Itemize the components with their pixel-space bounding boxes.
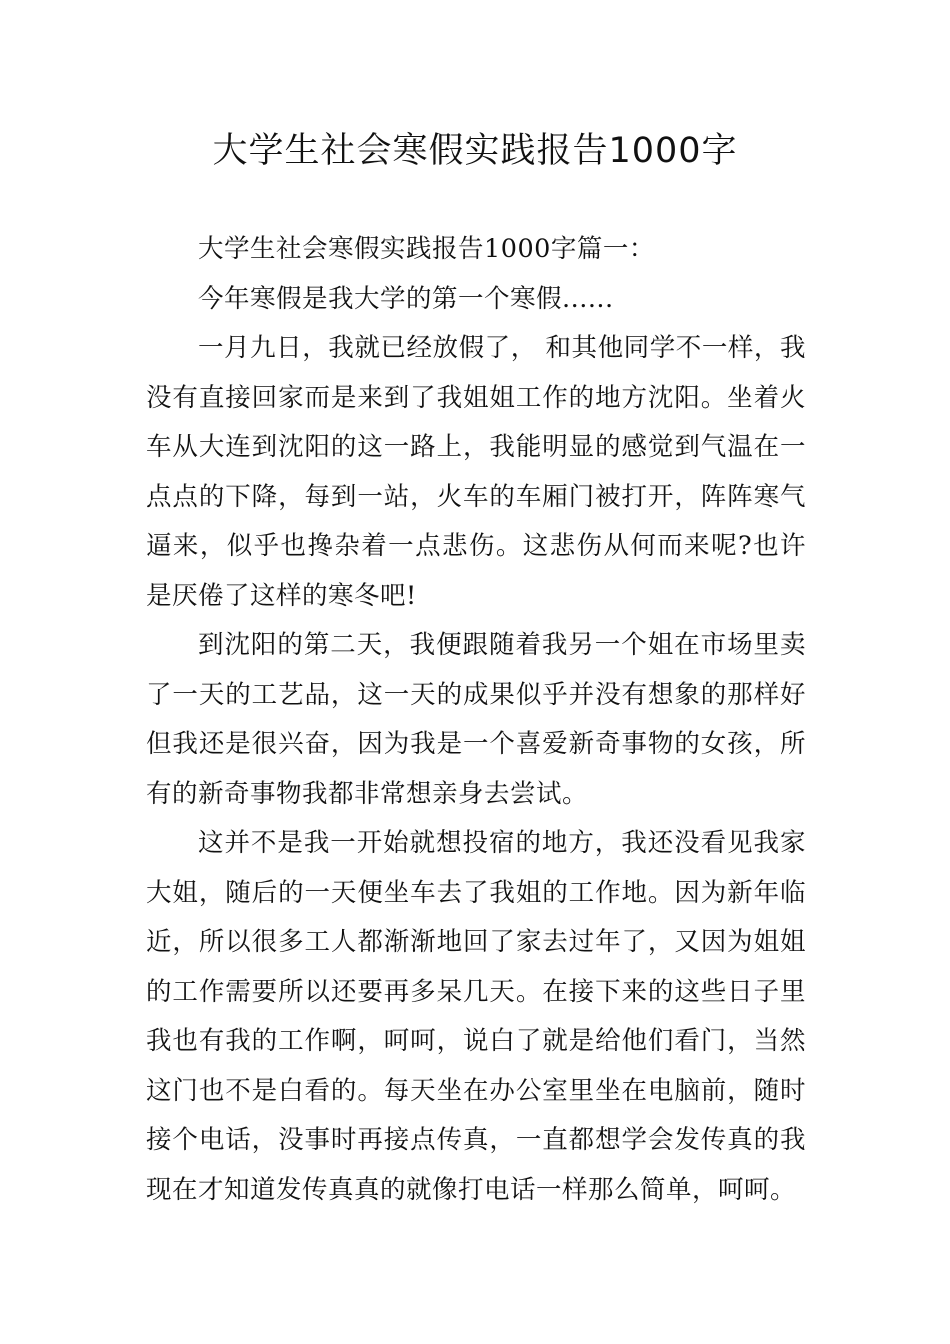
paragraph-intro: 今年寒假是我大学的第一个寒假...... <box>198 283 614 314</box>
document-title: 大学生社会寒假实践报告1000字 <box>212 131 738 171</box>
paragraph: 一月九日，我就已经放假了， 和其他同学不一样，我没有直接回家而是来到了我姐姐工作的地方沈阳。坐着火车从大连到沈阳的这一路上，我能明显的感觉到气温在一点点的下降，每到一站，火车的车厢门被打开，阵阵寒气逼来，似乎也搀杂着一点悲伤。这悲伤从何而来呢?也许是厌倦了这样的寒冬吧! <box>146 333 806 611</box>
document-body <box>146 225 806 1215</box>
paragraph: 这并不是我一开始就想投宿的地方，我还没看见我家大姐，随后的一天便坐车去了我姐的工作地。因为新年临近，所以很多工人都渐渐地回了家去过年了，又因为姐姐的工作需要所以还要再多呆几天。在接下来的这些日子里我也有我的工作啊，呵呵，说白了就是给他们看门，当然这门也不是白看的。每天坐在办公室里坐在电脑前，随时接个电话，没事时再接点传真，一直都想学会发传真的我现在才知道发传真真的就像打电话一样那么简单，呵呵。 <box>146 828 806 1205</box>
paragraph-heading: 大学生社会寒假实践报告1000字篇一： <box>198 234 655 264</box>
paragraph: 到沈阳的第二天，我便跟随着我另一个姐在市场里卖了一天的工艺品，这一天的成果似乎并没有想象的那样好但我还是很兴奋，因为我是一个喜爱新奇事物的女孩，所有的新奇事物我都非常想亲身去尝试。 <box>146 630 806 809</box>
